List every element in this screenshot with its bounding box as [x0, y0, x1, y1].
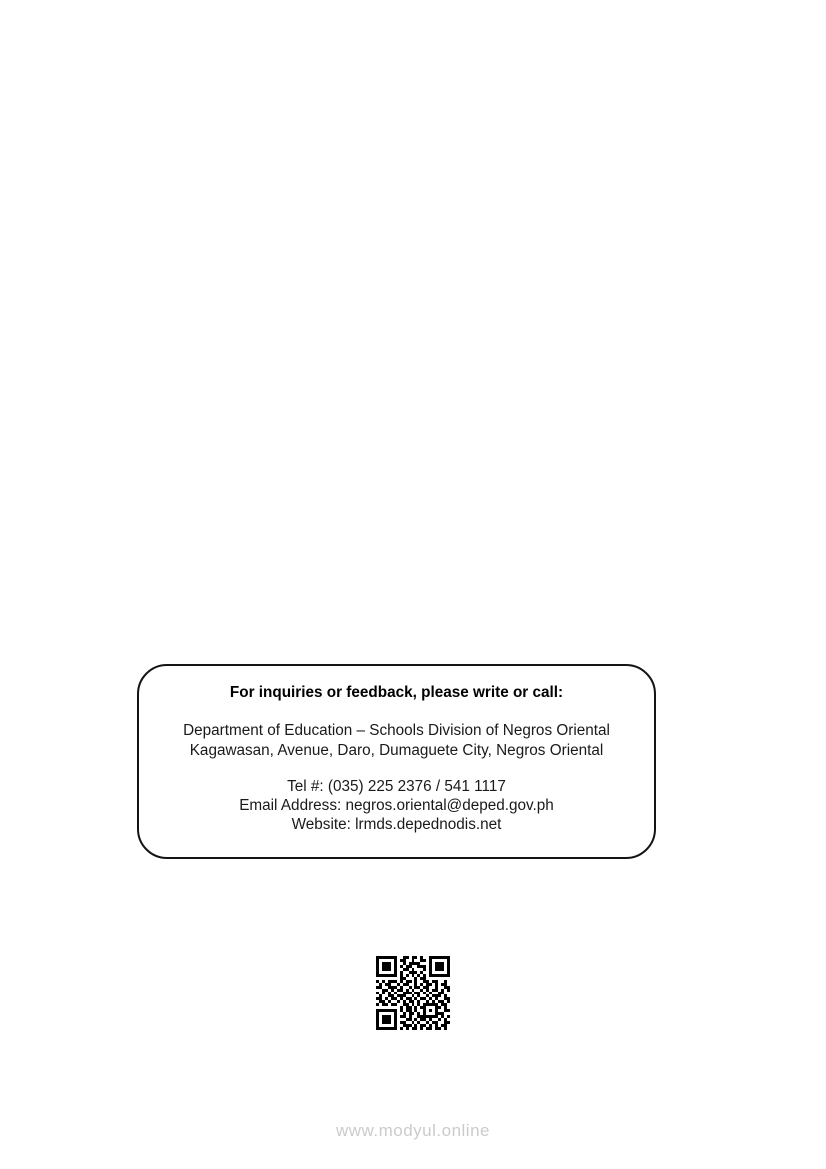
address-line-1: Department of Education – Schools Division of Negros Oriental	[183, 722, 610, 740]
watermark-text: www.modyul.online	[335, 1121, 490, 1140]
email-line: Email Address: negros.oriental@deped.gov.ph	[239, 797, 554, 815]
contact-info-box	[137, 664, 656, 859]
address-line-2: Kagawasan, Avenue, Daro, Dumaguete City, Negros Oriental	[189, 741, 604, 759]
contact-box-title: For inquiries or feedback, please write or call:	[229, 684, 564, 701]
blank-line	[139, 702, 654, 721]
qr-code	[376, 956, 450, 1030]
website-line: Website: lrmds.depednodis.net	[291, 816, 502, 834]
blank-line	[139, 760, 654, 777]
telephone-line: Tel #: (035) 225 2376 / 541 1117	[287, 777, 506, 795]
